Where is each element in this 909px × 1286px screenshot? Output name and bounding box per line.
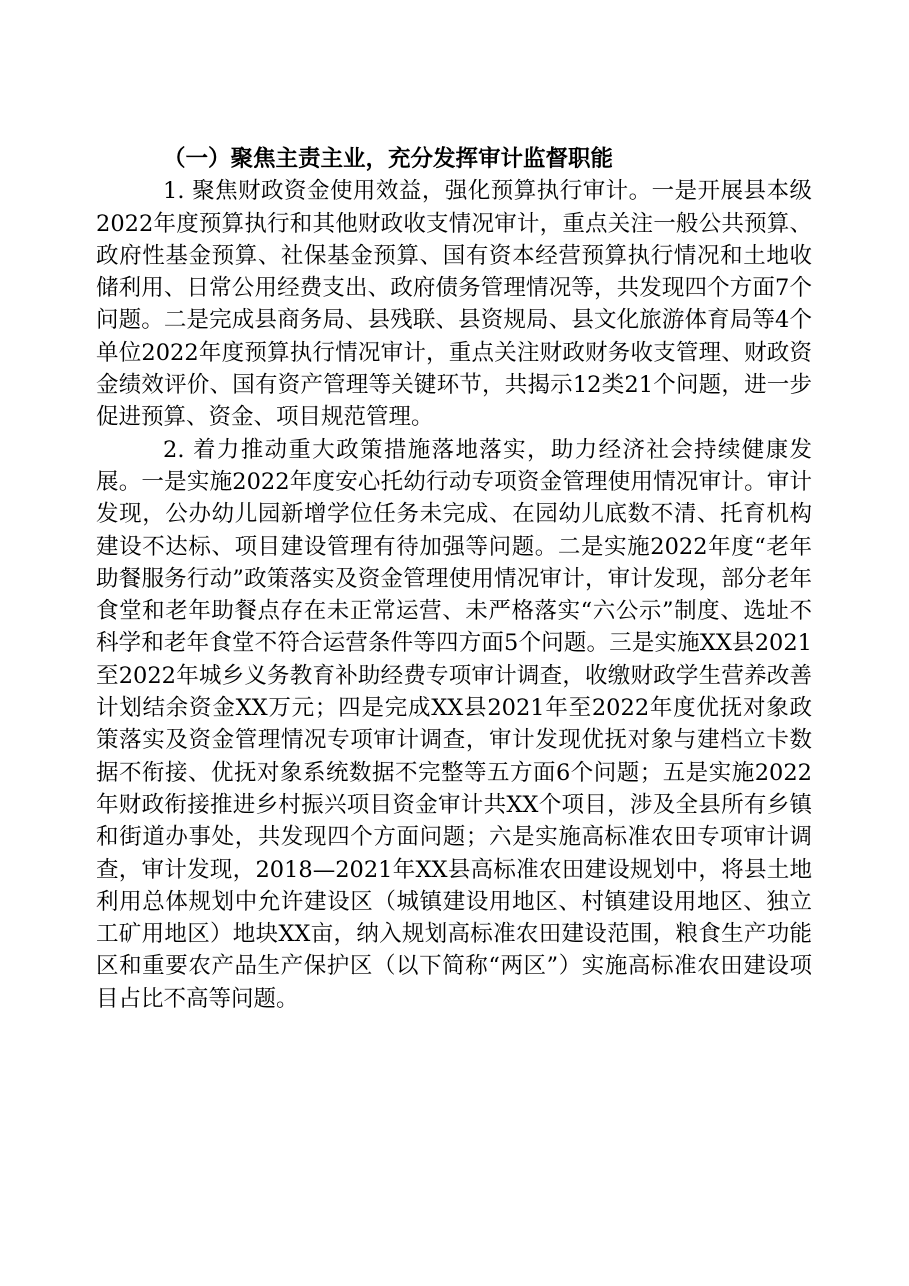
paragraph-budget-audit: 1. 聚焦财政资金使用效益，强化预算执行审计。一是开展县本级2022年度预算执行和其他财政收支情况审计，重点关注一般公共预算、政府性基金预算、社保基金预算、国有资本经营预算执行情况和土地收储利用、日常公用经费支出、政府债务管理情况等，共发现四个方面7个问题。二是完成县商务局、县残联、县资规局、县文化旅游体育局等4个单位2022年度预算执行情况审计，重点关注财政财务收支管理、财政资金绩效评价、国有资产管理等关键环节，共揭示12类21个问题，进一步促进预算、资金、项目规范管理。 bbox=[96, 178, 812, 431]
document-body bbox=[96, 143, 812, 1015]
section-heading: （一）聚焦主责主业，充分发挥审计监督职能 bbox=[163, 146, 614, 172]
paragraph-policy-audit: 2. 着力推动重大政策措施落地落实，助力经济社会持续健康发展。一是实施2022年度安心托幼行动专项资金管理使用情况审计。审计发现，公办幼儿园新增学位任务未完成、在园幼儿底数不清、托育机构建设不达标、项目建设管理有待加强等问题。二是实施2022年度“老年助餐服务行动”政策落实及资金管理使用情况审计，审计发现，部分老年食堂和老年助餐点存在未正常运营、未严格落实“六公示”制度、选址不科学和老年食堂不符合运营条件等四方面5个问题。三是实施XX县2021至2022年城乡义务教育补助经费专项审计调查，收缴财政学生营养改善计划结余资金XX万元；四是完成XX县2021年至2022年度优抚对象政策落实及资金管理情况专项审计调查，审计发现优抚对象与建档立卡数据不衔接、优抚对象系统数据不完整等五方面6个问题；五是实施2022年财政衔接推进乡村振兴项目资金审计共XX个项目，涉及全县所有乡镇和街道办事处，共发现四个方面问题；六是实施高标准农田专项审计调查，审计发现，2018—2021年XX县高标准农田建设规划中，将县土地利用总体规划中允许建设区（城镇建设用地区、村镇建设用地区、独立工矿用地区）地块XX亩，纳入规划高标准农田建设范围，粮食生产功能区和重要农产品生产保护区（以下简称“两区”）实施高标准农田建设项目占比不高等问题。 bbox=[96, 436, 812, 1012]
